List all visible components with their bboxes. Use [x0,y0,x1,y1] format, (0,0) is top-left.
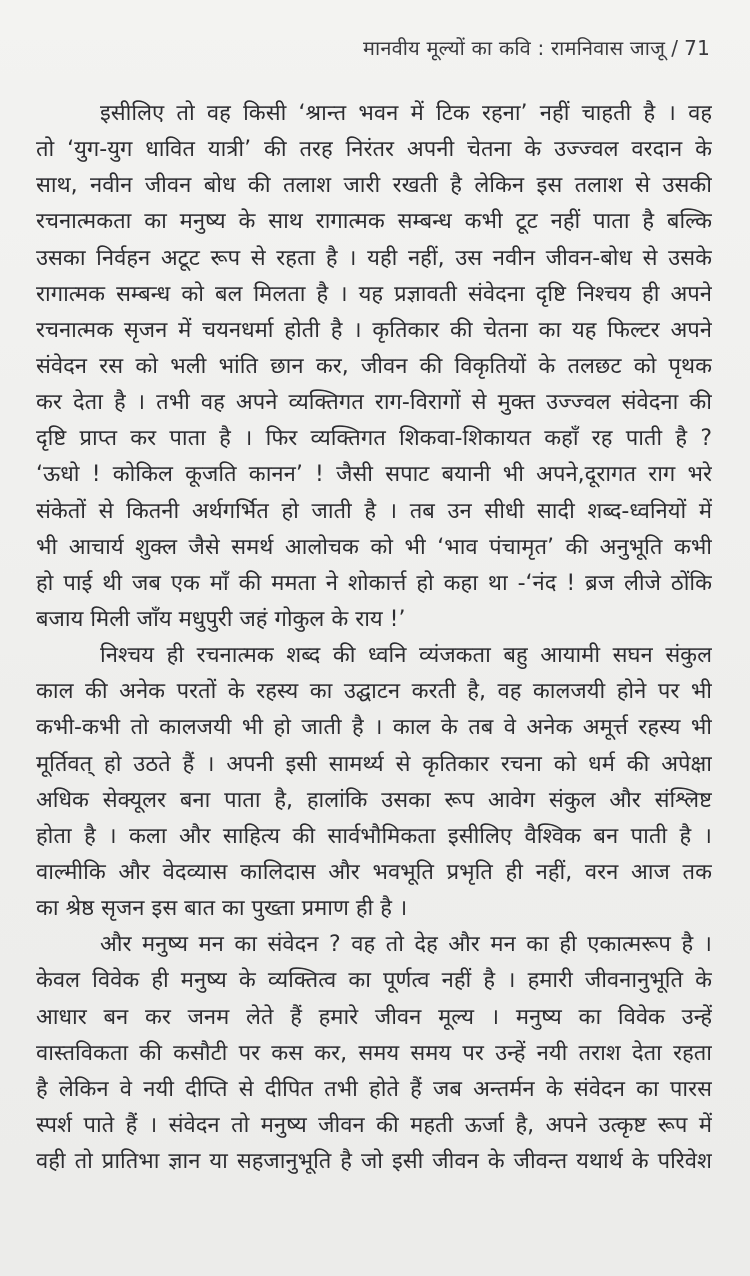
text-line: बजाय मिली जाँय मधुपुरी जहं गोकुल के राय !’ [36,606,406,632]
text-line: रचनात्मक सृजन में चयनधर्मा होती है । कृतिकार की चेतना का यह फिल्टर अपने [36,317,712,343]
text-line: साथ, नवीन जीवन बोध की तलाश जारी रखती है लेकिन इस तलाश से उसकी [36,173,712,199]
page-number: 71 [684,36,710,60]
text-line: रचनात्मकता का मनुष्य के साथ रागात्मक सम्बन्ध कभी टूट नहीं पाता है बल्कि [36,209,712,235]
text-line: केवल विवेक ही मनुष्य के व्यक्तित्व का पूर्णत्व नहीं है । हमारी जीवनानुभूति के [36,968,712,994]
text-line: और मनुष्य मन का संवेदन ? वह तो देह और मन का ही एकात्मरूप है । [100,932,712,958]
text-line: अधिक सेक्यूलर बना पाता है, हालांकि उसका रूप आवेग संकुल और संश्लिष्ट [36,787,712,813]
text-line: वाल्मीकि और वेदव्यास कालिदास और भवभूति प्रभृति ही नहीं, वरन आज तक [36,859,712,885]
text-line: इसीलिए तो वह किसी ‘श्रान्त भवन में टिक रहना’ नहीं चाहती है । वह [100,101,712,126]
body-text [36,96,712,1180]
text-line: कभी-कभी तो कालजयी भी हो जाती है । काल के तब वे अनेक अमूर्त्त रहस्य भी [36,715,712,741]
text-line: तो ‘युग-युग धावित यात्री’ की तरह निरंतर अपनी चेतना के उज्ज्वल वरदान के [36,137,712,163]
text-line: कर देता है । तभी वह अपने व्यक्तिगत राग-विरागों से मुक्त उज्ज्वल संवेदना की [36,390,712,416]
text-line: ‘ऊधो ! कोकिल कूजति कानन’ ! जैसी सपाट बयानी भी अपने,दूरागत राग भरे [36,462,712,488]
text-line: उसका निर्वहन अटूट रूप से रहता है । यही नहीं, उस नवीन जीवन-बोध से उसके [36,245,712,271]
text-line: वास्तविकता की कसौटी पर कस कर, समय समय पर उन्हें नयी तराश देता रहता [36,1040,712,1066]
header-separator: / [671,36,679,60]
text-line: का श्रेष्ठ सृजन इस बात का पुख्ता प्रमाण ही है । [36,896,408,922]
text-line: संवेदन रस को भली भांति छान कर, जीवन की विकृतियों के तलछट को पृथक [36,353,712,379]
text-line: संकेतों से कितनी अर्थगर्भित हो जाती है । तब उन सीधी सादी शब्द-ध्वनियों में [36,498,712,524]
header-title: मानवीय मूल्यों का कवि : रामनिवास जाजू [363,36,666,60]
text-line: निश्चय ही रचनात्मक शब्द की ध्वनि व्यंजकता बहु आयामी सघन संकुल [100,643,712,669]
text-line: वही तो प्रातिभा ज्ञान या सहजानुभूति है जो इसी जीवन के जीवन्त यथार्थ के परिवेश [36,1149,712,1175]
text-line: रागात्मक सम्बन्ध को बल मिलता है । यह प्रज्ञावती संवेदना दृष्टि निश्चय ही अपने [36,281,712,307]
text-line: होता है । कला और साहित्य की सार्वभौमिकता इसीलिए वैश्विक बन पाती है । [36,823,712,849]
text-line: भी आचार्य शुक्ल जैसे समर्थ आलोचक को भी ‘भाव पंचामृत’ की अनुभूति कभी [36,534,712,560]
text-line: मूर्तिवत् हो उठते हैं । अपनी इसी सामर्थ्य से कृतिकार रचना को धर्म की अपेक्षा [36,751,712,777]
text-line: स्पर्श पाते हैं । संवेदन तो मनुष्य जीवन की महती ऊर्जा है, अपने उत्कृष्ट रूप में [36,1112,712,1138]
text-line: आधार बन कर जनम लेते हैं हमारे जीवन मूल्य । मनुष्य का विवेक उन्हें [36,1004,712,1030]
running-header [363,34,710,61]
text-line: है लेकिन वे नयी दीप्ति से दीपित तभी होते हैं जब अन्तर्मन के संवेदन का पारस [36,1076,712,1102]
text-line: दृष्टि प्राप्त कर पाता है । फिर व्यक्तिगत शिकवा-शिकायत कहाँ रह पाती है ? [36,426,712,452]
text-line: हो पाई थी जब एक माँ की ममता ने शोकार्त्त हो कहा था -‘नंद ! ब्रज लीजे ठोंकि [36,570,712,596]
text-line: काल की अनेक परतों के रहस्य का उद्घाटन करती है, वह कालजयी होने पर भी [36,679,712,705]
